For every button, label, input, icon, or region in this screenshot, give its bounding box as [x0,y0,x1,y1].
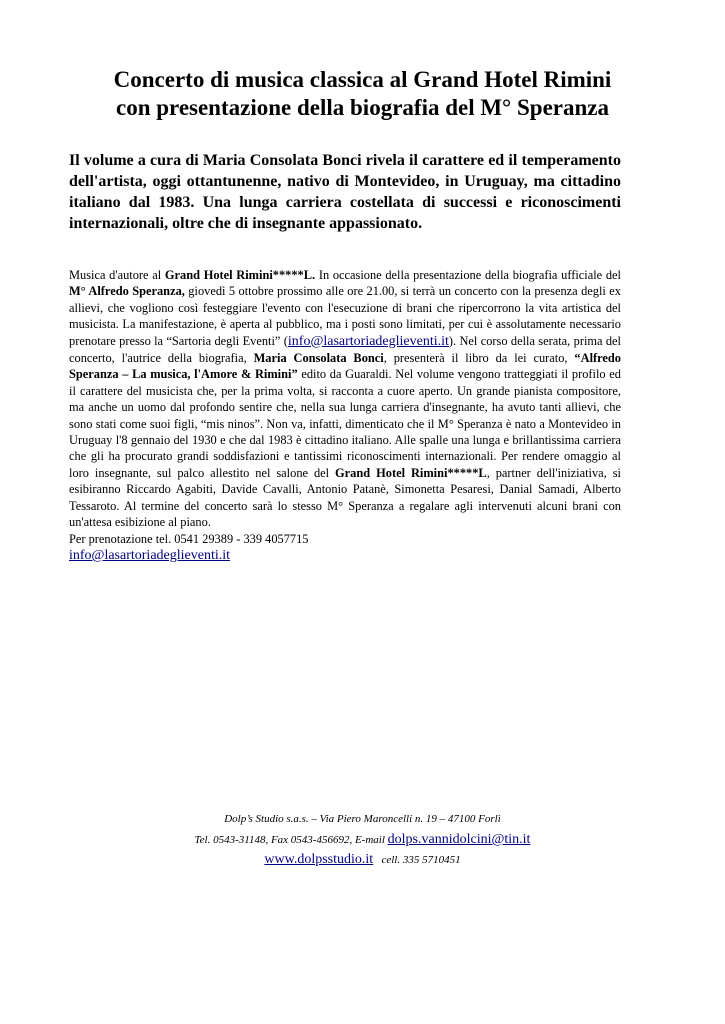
body-text-3: giovedì 5 ottobre prossimo alle ore 21.00, si terrà un concerto con la presenza degli ex allievi, che vogliono così festeggiare l'evento con l'esecuzione di brani che ripercorrono la vita artistica del musicista. La manifestazione, è aperta al pubblico, ma i posti sono limitati, per cui è assolutamente necessario prenotare presso la “Sartoria degli Eventi” ( [69,284,622,348]
body-text-4: ). Nel corso della serata, prima del concerto, l'autrice della biografia, [69,333,621,366]
body-text-2: In occasione della presentazione della biografia ufficiale del [315,268,621,282]
body-text-1: Musica d'autore al [69,268,165,282]
footer-address: Dolp’s Studio s.a.s. – Via Piero Maroncelli n. 19 – 47100 Forlì [224,813,501,825]
book-title-bold: “Alfredo Speranza – La musica, l'Amore & Rimini” [69,351,621,382]
website-link[interactable]: www.dolpsstudio.it [264,852,374,867]
title-line-2: con presentazione della biografia del M° Speranza [115,95,610,120]
maestro-name-bold: M° Alfredo Speranza, [69,284,185,299]
body-text [69,267,621,564]
footer-contacts [0,832,725,848]
hotel-name-bold: Grand Hotel Rimini*****L. [164,268,316,282]
email-link-inline[interactable]: info@lasartoriadeglieventi.it [287,333,449,349]
footer-web [0,852,725,868]
booking-phone: Per prenotazione tel. 0541 29389 - 339 4057715 [69,531,309,546]
author-name-bold: Maria Consolata Bonci [253,351,384,366]
body-text-5: , presenterà il libro da lei curato, [383,351,575,366]
body-text-6: edito da Guaraldi. Nel volume vengono tratteggiati il profilo ed il carattere del musicista che, per la prima volta, si racconta a cuore aperto. Un grande pianista compositore, ma anche un uomo dal profondo sentire che, nella sua lunga carriera d'insegnante, ha avuto tanti allievi, che sono stati come suoi figli, “mis ninos”. Non va, infatti, dimenticato che il M° Speranza è nato a Montevideo in Uruguay l'8 gennaio del 1930 e che dal 1983 è cittadino italiano. Alle spalle una lunga e brillantissima carriera che gli ha procurato grandi soddisfazioni e tantissimi riconoscimenti internazionali. Per rendere omaggio al loro insegnante, sul palco allestito nel salone del [69,367,621,480]
email-link[interactable]: info@lasartoriadeglieventi.it [69,547,231,563]
footer-tel: Tel. 0543-31148, Fax 0543-456692, E-mail [194,834,388,846]
main-paragraph [69,267,621,531]
body-text-7: , partner dell'iniziativa, si esibiranno Riccardo Agabiti, Davide Cavalli, Antonio Patanè, Simonetta Pesaresi, Danial Samadi, Alberto Tessaroto. Al termine del concerto sarà lo stesso M° Speranza a regalare agli intervenuti alcuni brani con un'attesa esibizione al piano. [69,465,621,530]
footer-cell: cell. 335 5710451 [381,854,461,866]
footer-email-link[interactable]: dolps.vannidolcini@tin.it [387,832,531,847]
title-line-1: Concerto di musica classica al Grand Hotel Rimini [113,67,612,92]
lead-paragraph: Il volume a cura di Maria Consolata Bonci rivela il carattere ed il temperamento dell'artista, oggi ottantunenne, nativo di Montevideo, in Uruguay, ma cittadino italiano dal 1983. Una lunga carriera costellata di successi e riconoscimenti internazionali, oltre che di insegnante appassionato. [69,152,621,232]
page-title [40,66,685,122]
hotel-name-bold-2: Grand Hotel Rimini*****L [335,465,487,480]
